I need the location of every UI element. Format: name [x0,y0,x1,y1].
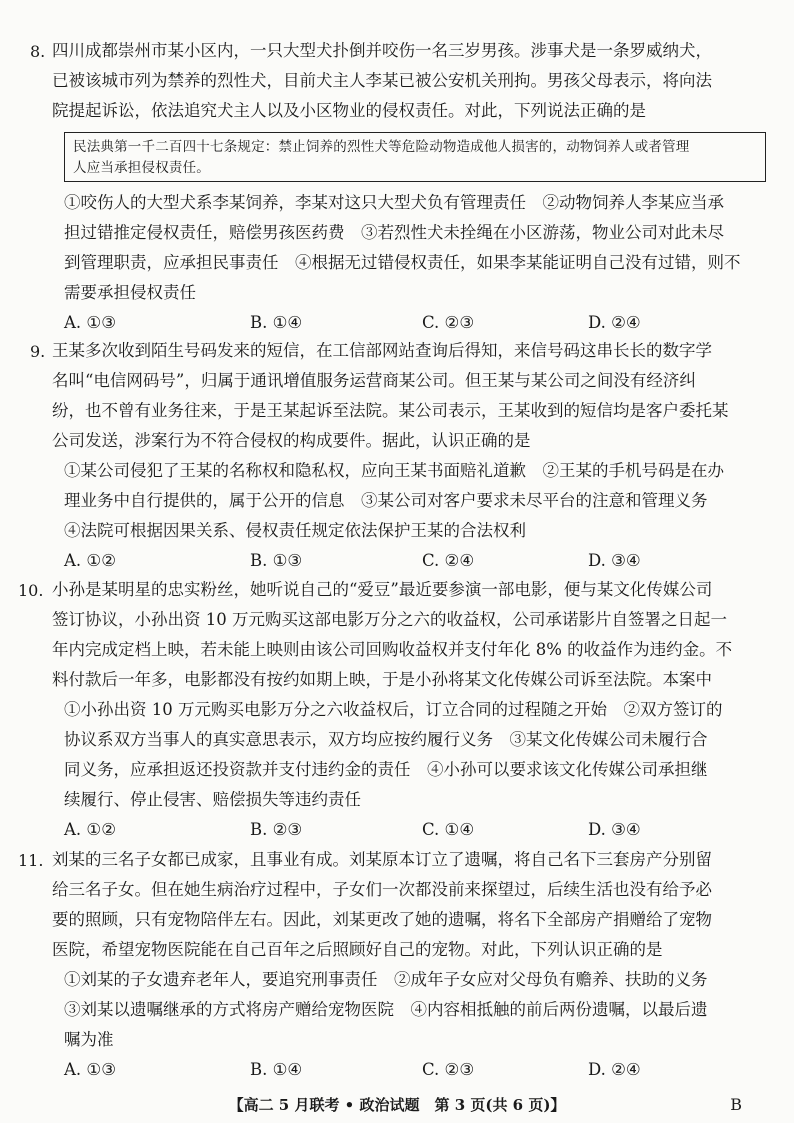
item-line: ④法院可根据因果关系、侵权责任规定依法保护王某的合法权利 [64,521,526,540]
question-8 [30,36,770,336]
stem-line: 名叫“电信网码号”，归属于通讯增值服务运营商某公司。但王某与某公司之间没有经济纠 [52,371,696,390]
option-b[interactable]: B. ①④ [250,1060,303,1079]
item-line: 需要承担侵权责任 [64,283,196,302]
item-line: 理业务中自行提供的，属于公开的信息 ③某公司对客户要求未尽平台的注意和管理义务 [64,491,708,510]
stem-line: 纷，也不曾有业务往来，于是王某起诉至法院。某公司表示，王某收到的短信均是客户委托某 [52,401,729,420]
option-a[interactable]: A. ①③ [64,313,116,332]
paper-version-mark: B [730,1095,742,1114]
answer-options [64,308,764,338]
answer-options [64,546,764,576]
item-line: 到管理职责，应承担民事责任 ④根据无过错侵权责任，如果李某能证明自己没有过错，则不 [64,253,741,272]
footer-page-info: 【高二 5 月联考 • 政治试题 第 3 页(共 6 页)】 [228,1096,566,1114]
stem-line: 已被该城市列为禁养的烈性犬，目前犬主人李某已被公安机关刑拘。男孩父母表示，将向法 [52,71,712,90]
item-line: 同义务，应承担返还投资款并支付违约金的责任 ④小孙可以要求该文化传媒公司承担继 [64,760,708,779]
option-b[interactable]: B. ②③ [250,820,303,839]
stem-line: 刘某的三名子女都已成家，且事业有成。刘某原本订立了遗嘱，将自己名下三套房产分别留 [52,850,712,869]
quote-line: 民法典第一千二百四十七条规定：禁止饲养的烈性犬等危险动物造成他人损害的，动物饲养人或者管理 [73,139,690,155]
stem-line: 王某多次收到陌生号码发来的短信，在工信部网站查询后得知，来信号码这串长长的数字学 [52,341,712,360]
stem-line: 医院，希望宠物医院能在自己百年之后照顾好自己的宠物。对此，下列认识正确的是 [52,940,663,959]
option-b[interactable]: B. ①④ [250,313,303,332]
option-c[interactable]: C. ②④ [422,551,475,570]
stem-line: 四川成都崇州市某小区内，一只大型犬扑倒并咬伤一名三岁男孩。涉事犬是一条罗威纳犬， [52,41,712,60]
option-d[interactable]: D. ③④ [588,820,641,839]
option-a[interactable]: A. ①③ [64,1060,116,1079]
question-9 [30,336,770,576]
question-11 [18,845,770,1085]
question-10 [18,575,770,845]
option-d[interactable]: D. ③④ [588,551,641,570]
question-number: 8. [30,42,46,61]
answer-options [64,1055,764,1085]
item-line: 续履行、停止侵害、赔偿损失等违约责任 [64,790,361,809]
item-line: ①咬伤人的大型犬系李某饲养，李某对这只大型犬负有管理责任 ②动物饲养人李某应当承 [64,193,724,212]
question-number: 10. [18,581,44,600]
option-c[interactable]: C. ①④ [422,820,475,839]
question-number: 9. [30,342,46,361]
question-number: 11. [18,851,44,870]
option-d[interactable]: D. ②④ [588,1060,641,1079]
quote-line: 人应当承担侵权责任。 [73,160,210,176]
stem-line: 公司发送，涉案行为不符合侵权的构成要件。据此，认识正确的是 [52,431,531,450]
item-line: 协议系双方当事人的真实意思表示，双方均应按约履行义务 ③某文化传媒公司未履行合 [64,730,708,749]
answer-options [64,815,764,845]
stem-line: 要的照顾，只有宠物陪伴左右。因此，刘某更改了她的遗嘱，将名下全部房产捐赠给了宠物 [52,910,712,929]
item-line: ①刘某的子女遗弃老年人，要追究刑事责任 ②成年子女应对父母负有赡养、扶助的义务 [64,970,708,989]
item-line: ①小孙出资 10 万元购买电影万分之六收益权后，订立合同的过程随之开始 ②双方签订的 [64,700,723,719]
legal-quote-box [64,132,766,182]
option-a[interactable]: A. ①② [64,820,116,839]
stem-line: 院提起诉讼，依法追究犬主人以及小区物业的侵权责任。对此，下列说法正确的是 [52,101,646,120]
item-line: 担过错推定侵权责任，赔偿男孩医药费 ③若烈性犬未拴绳在小区游荡，物业公司对此未尽 [64,223,724,242]
item-line: ①某公司侵犯了王某的名称权和隐私权，应向王某书面赔礼道歉 ②王某的手机号码是在办 [64,461,724,480]
option-b[interactable]: B. ①③ [250,551,303,570]
item-line: ③刘某以遗嘱继承的方式将房产赠给宠物医院 ④内容相抵触的前后两份遗嘱，以最后遗 [64,1000,708,1019]
option-d[interactable]: D. ②④ [588,313,641,332]
stem-line: 小孙是某明星的忠实粉丝，她听说自己的“爱豆”最近要参演一部电影，便与某文化传媒公司 [52,580,713,599]
stem-line: 料付款后一年多，电影都没有按约如期上映，于是小孙将某文化传媒公司诉至法院。本案中 [52,670,712,689]
option-c[interactable]: C. ②③ [422,1060,475,1079]
item-line: 嘱为准 [64,1030,114,1049]
page-footer [0,1092,794,1118]
stem-line: 年内完成定档上映，若未能上映则由该公司回购收益权并支付年化 8% 的收益作为违约金。不 [52,640,733,659]
stem-line: 给三名子女。但在她生病治疗过程中，子女们一次都没前来探望过，后续生活也没有给予必 [52,880,712,899]
option-c[interactable]: C. ②③ [422,313,475,332]
stem-line: 签订协议，小孙出资 10 万元购买这部电影万分之六的收益权，公司承诺影片自签署之日起一 [52,610,727,629]
option-a[interactable]: A. ①② [64,551,116,570]
